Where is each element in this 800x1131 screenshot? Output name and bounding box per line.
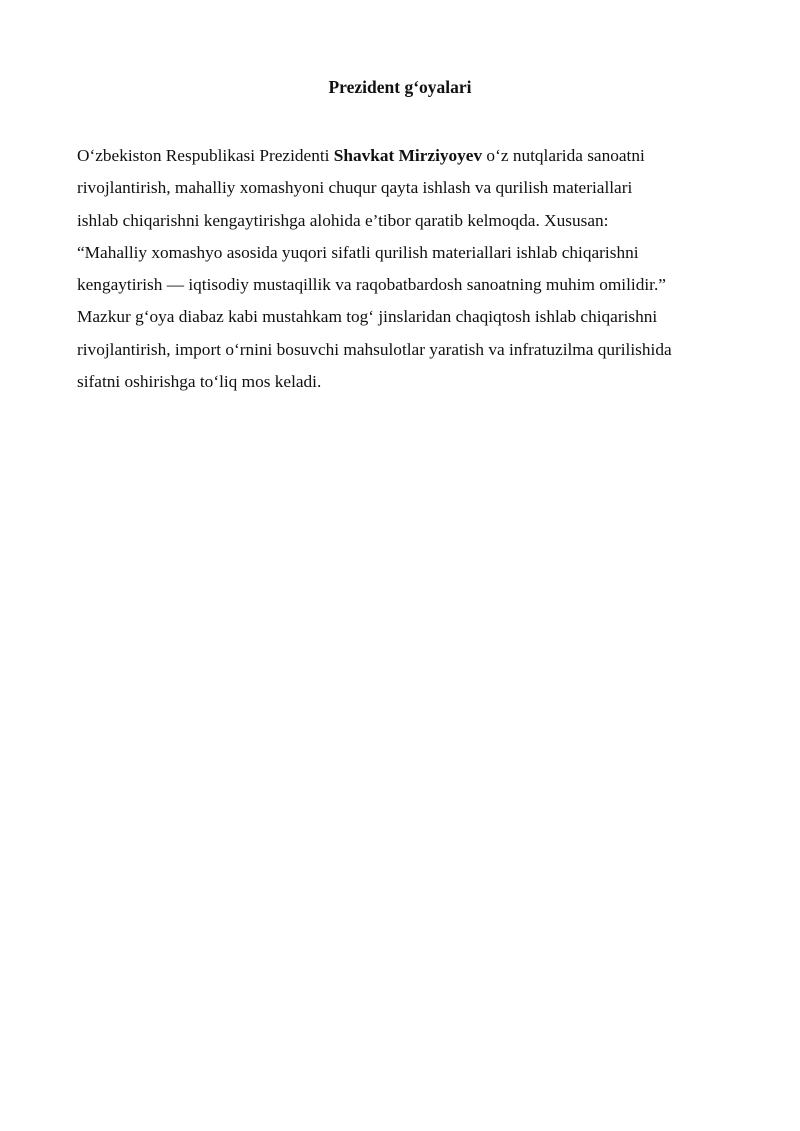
paragraph-line-5: kengaytirish — iqtisodiy mustaqillik va raqobatbardosh sanoatning muhim omilidir.”: [77, 275, 666, 295]
paragraph-line-1: [77, 140, 737, 172]
document-title: Prezident g‘oyalari: [328, 77, 472, 97]
president-name: Shavkat Mirziyoyev: [333, 146, 483, 165]
paragraph-line-8: sifatni oshirishga to‘liq mos keladi.: [77, 372, 322, 392]
paragraph-line-4: “Mahalliy xomashyo asosida yuqori sifatli qurilish materiallari ishlab chiqarishni: [77, 242, 639, 262]
line1-suffix: o‘z nutqlarida sanoatni: [482, 146, 645, 165]
paragraph-line-3: ishlab chiqarishni kengaytirishga alohida e’tibor qaratib kelmoqda. Xususan:: [77, 210, 609, 230]
paragraph-line-6: Mazkur g‘oya diabaz kabi mustahkam tog‘ jinslaridan chaqiqtosh ishlab chiqarishni: [77, 307, 658, 327]
body-paragraph: [77, 140, 737, 398]
paragraph-line-7: rivojlantirish, import o‘rnini bosuvchi mahsulotlar yaratish va infratuzilma qurilishida: [77, 339, 672, 359]
paragraph-line-2: rivojlantirish, mahalliy xomashyoni chuqur qayta ishlash va qurilish materiallari: [77, 178, 633, 198]
line1-prefix: O‘zbekiston Respublikasi Prezidenti: [77, 146, 334, 165]
